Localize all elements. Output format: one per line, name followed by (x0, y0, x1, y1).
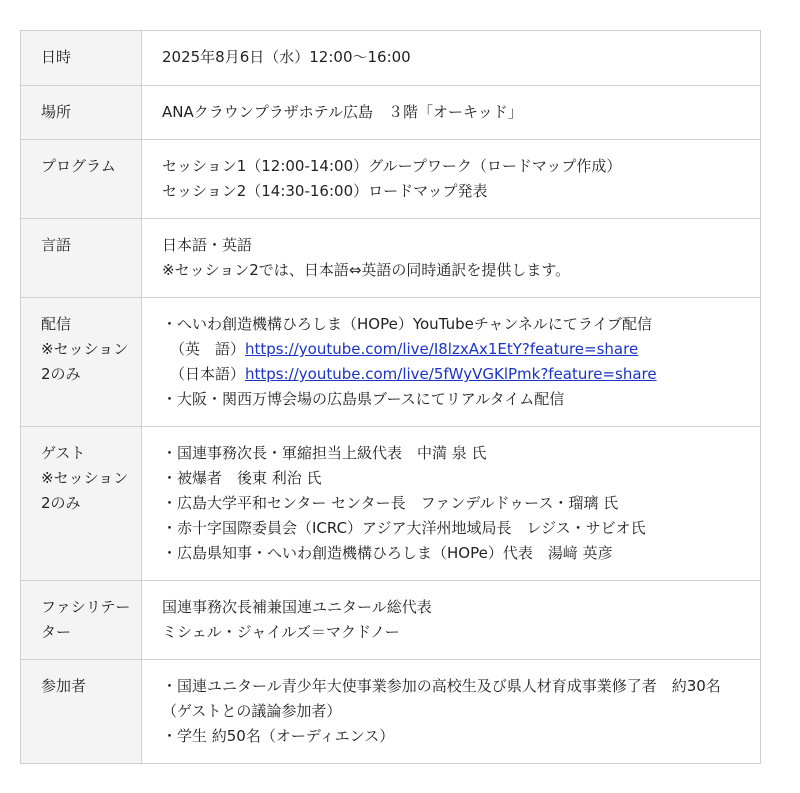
streaming-japanese-line (162, 362, 740, 387)
row-label-program: プログラム (21, 140, 142, 219)
table-row (21, 140, 761, 219)
row-label-streaming: 配信 ※セッション2のみ (21, 298, 142, 427)
row-label-language: 言語 (21, 219, 142, 298)
participants-audience: ・学生 約50名（オーディエンス） (162, 727, 395, 745)
youtube-japanese-link[interactable]: https://youtube.com/live/5fWyVGKlPmk?feature=share (245, 365, 657, 383)
table-row (21, 86, 761, 140)
row-label-guests: ゲスト ※セッション2のみ (21, 427, 142, 581)
interpretation-note: ※セッション2では、日本語⇔英語の同時通訳を提供します。 (162, 261, 571, 279)
program-session-2: セッション2（14:30-16:00）ロードマップ発表 (162, 182, 488, 200)
guest-item: ・広島県知事・へいわ創造機構ひろしま（HOPe）代表 湯﨑 英彦 (162, 544, 613, 562)
streaming-expo-text: ・大阪・関西万博会場の広島県ブースにてリアルタイム配信 (162, 390, 565, 408)
guest-item: ・赤十字国際委員会（ICRC）アジア大洋州地域局長 レジス・サビオ氏 (162, 519, 646, 537)
row-label-participants: 参加者 (21, 660, 142, 764)
row-value-language (142, 219, 761, 298)
row-value-venue (142, 86, 761, 140)
facilitator-title: 国連事務次長補兼国連ユニタール総代表 (162, 598, 432, 616)
guest-item: ・広島大学平和センター センター長 ファンデルドゥース・瑠璃 氏 (162, 494, 619, 512)
streaming-youtube-text: ・へいわ創造機構ひろしま（HOPe）YouTubeチャンネルにてライブ配信 (162, 315, 653, 333)
row-value-participants (142, 660, 761, 764)
table-row (21, 298, 761, 427)
row-value-facilitator (142, 581, 761, 660)
table-row (21, 427, 761, 581)
table-row (21, 581, 761, 660)
table-row (21, 219, 761, 298)
row-value-program (142, 140, 761, 219)
row-label-venue: 場所 (21, 86, 142, 140)
table-row (21, 660, 761, 764)
event-info-table (20, 30, 761, 764)
japanese-prefix: （日本語） (170, 365, 246, 383)
participants-students-discussion: ・国連ユニタール青少年大使事業参加の高校生及び県人材育成事業修了者 約30名（ゲストとの議論参加者） (162, 677, 721, 720)
row-value-datetime (142, 31, 761, 86)
youtube-english-link[interactable]: https://youtube.com/live/I8lzxAx1EtY?feature=share (245, 340, 639, 358)
language-text: 日本語・英語 (162, 236, 253, 254)
row-value-guests (142, 427, 761, 581)
facilitator-name: ミシェル・ジャイルズ＝マクドノー (162, 623, 400, 641)
datetime-text: 2025年8月6日（水）12:00〜16:00 (162, 48, 411, 66)
streaming-english-line (162, 337, 740, 362)
row-value-streaming (142, 298, 761, 427)
guest-item: ・国連事務次長・軍縮担当上級代表 中満 泉 氏 (162, 444, 487, 462)
guest-item: ・被爆者 後東 利治 氏 (162, 469, 322, 487)
english-prefix: （英 語） (170, 340, 246, 358)
venue-text: ANAクラウンプラザホテル広島 ３階「オーキッド」 (162, 103, 523, 121)
row-label-facilitator: ファシリテーター (21, 581, 142, 660)
table-row (21, 31, 761, 86)
row-label-datetime: 日時 (21, 31, 142, 86)
program-session-1: セッション1（12:00-14:00）グループワーク（ロードマップ作成） (162, 157, 622, 175)
